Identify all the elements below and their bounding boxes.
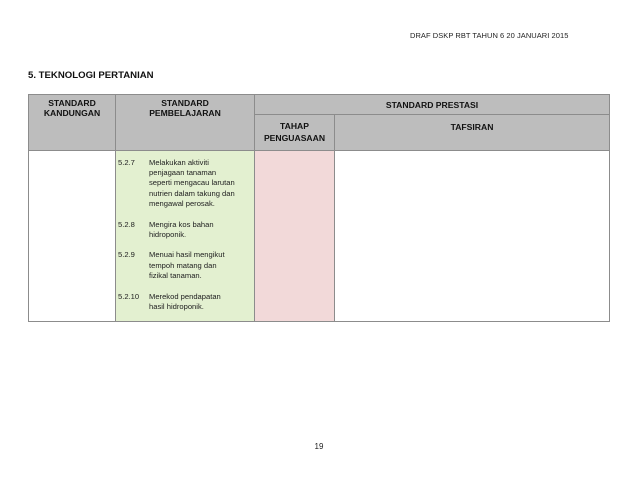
learning-standard-list xyxy=(118,158,258,312)
header-standard-kandungan xyxy=(28,94,116,151)
learning-item-number: 5.2.7 xyxy=(118,158,135,167)
header-tahap-penguasaan-label: TAHAP PENGUASAAN xyxy=(263,121,326,143)
standards-table xyxy=(28,94,610,322)
section-title: 5. TEKNOLOGI PERTANIAN xyxy=(28,70,154,81)
header-tafsiran-label: TAFSIRAN xyxy=(450,122,494,132)
body-standard-kandungan xyxy=(28,150,116,322)
header-standard-kandungan-label: STANDARD KANDUNGAN xyxy=(43,98,101,118)
header-standard-prestasi-label: STANDARD PRESTASI xyxy=(385,100,479,110)
header-tafsiran xyxy=(334,114,610,151)
header-standard-pembelajaran-label: STANDARD PEMBELAJARAN xyxy=(149,98,221,118)
learning-item xyxy=(118,220,258,240)
learning-item-number: 5.2.10 xyxy=(118,291,140,301)
page-number: 19 xyxy=(314,442,324,451)
header-standard-prestasi xyxy=(254,94,610,115)
header-tahap-penguasaan xyxy=(254,114,335,151)
document-reference: DRAF DSKP RBT TAHUN 6 20 JANUARI 2015 xyxy=(410,31,569,40)
learning-item xyxy=(118,250,258,281)
learning-item xyxy=(118,292,258,312)
learning-item-number: 5.2.8 xyxy=(118,219,135,229)
learning-item-text: Menuai hasil mengikut tempoh matang dan fizikal tanaman. xyxy=(149,250,225,280)
learning-item-text: Melakukan aktiviti penjagaan tanaman seperti mengacau larutan nutrien dalam takung dan mengawal perosak. xyxy=(149,158,235,208)
body-tahap-penguasaan xyxy=(254,150,335,322)
header-standard-pembelajaran xyxy=(115,94,255,151)
learning-item-text: Merekod pendapatan hasil hidroponik. xyxy=(149,291,221,311)
learning-item-text: Mengira kos bahan hidroponik. xyxy=(149,219,214,239)
learning-item-number: 5.2.9 xyxy=(118,250,135,260)
learning-item xyxy=(118,158,258,209)
body-tafsiran xyxy=(334,150,610,322)
